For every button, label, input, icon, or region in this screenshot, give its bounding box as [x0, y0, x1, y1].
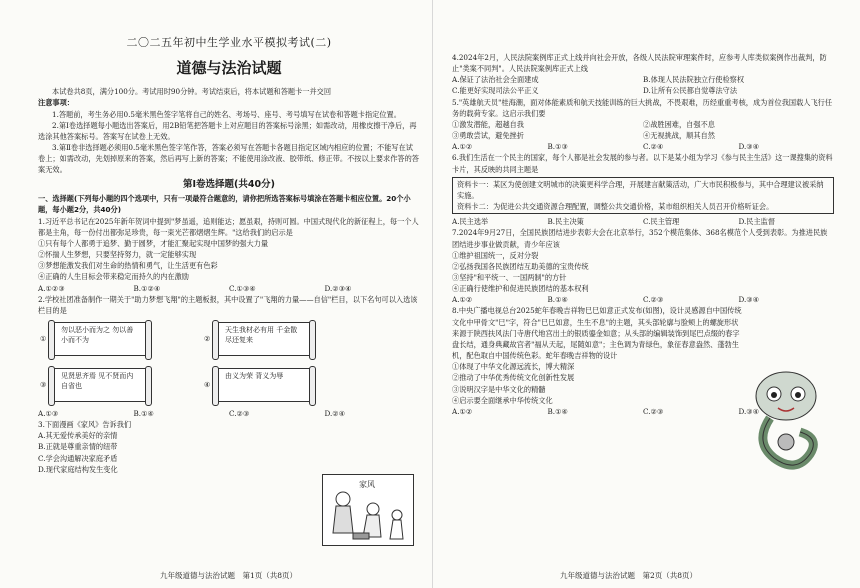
- comic-illustration: [322, 474, 414, 546]
- question-options: [452, 294, 834, 305]
- question-item: ②战胜困难，自强不息: [643, 119, 715, 129]
- question-item: ③勇敢尝试，避免挫折: [452, 131, 524, 141]
- option: A.①②: [452, 142, 473, 152]
- option: A.保证了法治社会全面建成: [452, 75, 539, 85]
- option: D.②④: [324, 408, 346, 418]
- question-item: ②弘扬我国各民族团结互助美德的宝贵传统: [452, 261, 589, 271]
- scroll-label: ②: [204, 334, 211, 343]
- footer-page-1: 九年级道德与法治试题 第1页（共8页）: [160, 571, 298, 581]
- material-card: 资料卡二：为促进公共交通资源合理配置，调整公共交通价格，某市组织相关人员召开价格听证会。: [457, 202, 774, 212]
- question-stem: 6.我们生活在一个民主的国家，每个人都是社会发展的参与者。以下是某小组为学习《参与民主生活》这一课搜集的资料卡片，其反映的共同主题是: [452, 153, 833, 174]
- mascot-image: [740, 362, 832, 480]
- question-item: ④正确的人生目标会带来稳定而持久的内在激励: [38, 272, 189, 282]
- option: C.②③: [229, 408, 250, 418]
- question-stem: 7.2024年9月27日，全国民族团结进步表彰大会在北京举行，352个模范集体、368名模范个人受到表彰。为推进民族团结进步事业做贡献，青少年应该: [452, 228, 828, 249]
- option: B.体现人民法院独立行使检察权: [643, 75, 745, 85]
- option: D.③④: [738, 295, 760, 305]
- question-stem: 8.中央广播电视总台2025蛇年春晚吉祥物巳巳如意正式发布(如图)，设计灵感源自中国传统文化中甲骨文"巳"字，符合"巳巳如意，生生不息"的主题，其头部轮廓与脸颊上的螺旋形状来源于陕西扶风法门寺唐代地宫出土的银质鎏金如意；从头部的编辑装饰到尾巴点缀的春字盘长结，通身典藏故宫者"福从天起，尾随如意"；主色调为青绿色，象征春意盎然、蓬勃生机，配色取自中国传统色彩。蛇年春晚吉祥物的设计: [452, 306, 742, 361]
- option: B.①④: [547, 406, 568, 416]
- question-item: ④正确行使维护和促进民族团结的基本权利: [452, 284, 589, 294]
- option: A.①②: [452, 295, 473, 305]
- option: B.①④: [133, 408, 154, 418]
- notice-title: 注意事项：: [38, 98, 74, 108]
- question-options: [452, 141, 834, 152]
- option: C.②③: [643, 406, 664, 416]
- comic-label: 家风: [359, 480, 375, 489]
- option: D.②③④: [324, 283, 352, 293]
- question-options: [38, 283, 420, 294]
- option: C.②③: [643, 295, 664, 305]
- option: A.民主选举: [452, 217, 489, 227]
- page-divider: [432, 0, 433, 588]
- exam-title: 二〇二五年初中生学业水平模拟考试(二): [126, 36, 332, 49]
- part1-title: 第Ⅰ卷选择题(共40分): [183, 178, 275, 190]
- option: D.③④: [738, 406, 760, 416]
- scroll-card: 见贤思齐焉 见不贤而内自省也: [52, 368, 148, 402]
- part1-instructions: 一、选择题(下列每小题的四个选项中，只有一项最符合题意的，请你把所选答案标号填涂在答题卡相应位置。20个小题，每小题2分，共40分): [38, 194, 411, 215]
- scroll-label: ①: [40, 334, 47, 343]
- subject-title: 道德与法治试题: [176, 59, 282, 78]
- option: C.能更好实现司法公平正义: [452, 86, 539, 96]
- question-items: [452, 119, 834, 141]
- scroll-label: ③: [40, 380, 47, 389]
- option: C.①③④: [229, 283, 256, 293]
- material-card: 资料卡一：某区为使创建文明城市的决策更科学合理，开展建言献策活动，广大市民积极参与，其中合理建议被采纳实施。: [457, 179, 824, 200]
- option: B.①③: [547, 142, 568, 152]
- scroll-illustrations: [38, 320, 420, 406]
- scroll-label: ④: [204, 380, 211, 389]
- question-item: ②怀揣人生梦想，只要坚持努力，就一定能够实现: [38, 250, 197, 260]
- scroll-card: 由义为荣 背义为辱: [216, 368, 312, 402]
- option: A.其无爱传承美好的亲情: [38, 431, 118, 441]
- option: D.让所有公民都自觉尊法守法: [643, 86, 738, 96]
- option: A.①③: [38, 408, 59, 418]
- option: D.现代家庭结构发生变化: [38, 464, 118, 474]
- option: D.民主监督: [738, 217, 776, 227]
- question-item: ②推动了中华优秀传统文化创新性发展: [452, 373, 575, 383]
- question-item: ③坚持"和平统一、一国两制"的方针: [452, 272, 567, 282]
- option: D.③④: [738, 142, 760, 152]
- option: C.②④: [643, 142, 664, 152]
- question-stem: 4.2024年2月，人民法院案例库正式上线并向社会开放，各级人民法院审理案件时，应参考人库类似案例作出裁判，防止"类案不同判"。人民法院案例库正式上线: [452, 53, 827, 74]
- material-box: [452, 177, 834, 214]
- snake-mascot-icon: [740, 362, 832, 480]
- question-item: ③梦想能激发我们对生命的热情和勇气，让生活更有色彩: [38, 261, 218, 271]
- option: B.民主决策: [547, 217, 584, 227]
- question-item: ①激发潜能，超越自我: [452, 119, 524, 129]
- right-page: [452, 14, 834, 417]
- question-item: ①只有每个人都勇于追梦、勤于圆梦，才能汇聚起实现中国梦的强大力量: [38, 238, 269, 248]
- question-stem: 2.学校社团准备制作一期关于"助力梦想飞翔"的主题板报，其中设置了"飞翔的力量——自信"栏目，以下名句可以入选该栏目的是: [38, 294, 418, 315]
- notice-item: 3.第Ⅱ卷非选择题必须用0.5毫米黑色签字笔作答，答案必须写在答题卡各题目指定区域内相应的位置；不能写在试卷上；如需改动，先划掉原来的答案，然后再写上新的答案；不能使用涂改液、胶带纸、修正带。不按以上要求作答的答案无效。: [38, 143, 419, 175]
- intro-text: 本试卷共8页，满分100分。考试用时90分钟。考试结束后，将本试题和答题卡一并交回: [52, 87, 332, 97]
- scroll-card: 天生我材必有用 千金散尽还复来: [216, 322, 312, 356]
- question-stem: 1.习近平总书记在2025年新年贺词中提到"梦虽遥，追则能达；愿虽艰，持则可圆。中国式现代化的新征程上，每一个人都是主角，每一份付出都弥足珍贵，每一束光芒都熠熠生辉。"这给我们的启示是: [38, 216, 419, 237]
- question-item: ①维护祖国统一，反对分裂: [452, 250, 539, 260]
- option: B.正就是尊重亲情的纽带: [38, 442, 118, 452]
- question-stem: 5."英雄航天员"桂海潮，面对体能素质和航天技能训练的巨大挑战，不畏艰难，历经重重考核，成为首位我国载人飞行任务的载荷专家。这启示我们要: [452, 97, 833, 118]
- footer-page-2: 九年级道德与法治试题 第2页（共8页）: [560, 571, 698, 581]
- option: A.①②: [452, 406, 473, 416]
- notice-item: 1.答题前，考生务必用0.5毫米黑色签字笔将自己的姓名、考场号、座号、考号填写在试卷和答题卡指定位置。: [52, 109, 401, 119]
- option: A.①②③: [38, 283, 65, 293]
- question-options: [452, 216, 834, 227]
- question-options: [452, 74, 834, 96]
- option: B.①④: [547, 295, 568, 305]
- scroll-card: 勿以恶小而为之 勿以善小而不为: [52, 322, 148, 356]
- option: B.①②④: [133, 283, 161, 293]
- question-item: ①体现了中华文化源远流长，博大精深: [452, 362, 575, 372]
- question-item: ③说明汉字是中华文化的精髓: [452, 384, 546, 394]
- question-item: ④无视挑战，顺其自然: [643, 131, 715, 141]
- option: C.民主管理: [643, 217, 680, 227]
- question-options: [38, 408, 420, 419]
- option: C.学会沟通解决家庭矛盾: [38, 453, 118, 463]
- question-stem: 3.下面漫画《家风》告诉我们: [38, 420, 132, 430]
- notice-item: 2.第Ⅰ卷选择题每小题选出答案后，用2B铅笔把答题卡上对应题目的答案标号涂黑；如需改动，用橡皮擦干净后，再选涂其他答案标号。答案写在试卷上无效。: [38, 120, 417, 141]
- left-page: [38, 14, 420, 475]
- question-item: ④启示要全面继承中华传统文化: [452, 395, 553, 405]
